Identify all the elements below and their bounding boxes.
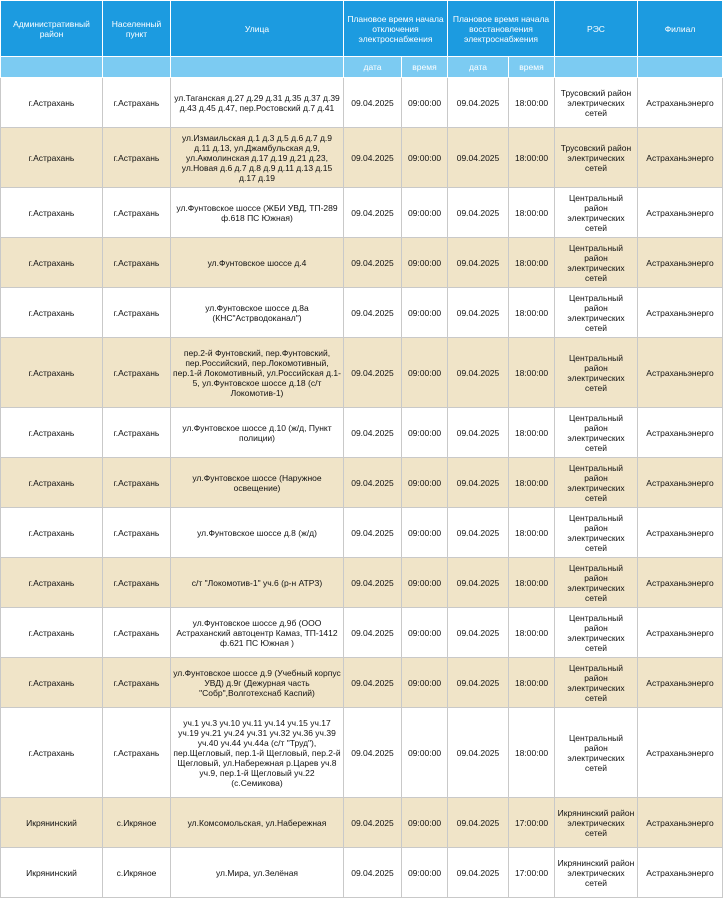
table-row — [1, 128, 723, 188]
table-row — [1, 408, 723, 458]
cell-settlement: г.Астрахань — [103, 608, 171, 658]
cell-off-date: 09.04.2025 — [344, 658, 402, 708]
cell-on-time: 18:00:00 — [509, 408, 555, 458]
cell-settlement: с.Икряное — [103, 848, 171, 898]
cell-off-date: 09.04.2025 — [344, 78, 402, 128]
cell-on-time: 18:00:00 — [509, 78, 555, 128]
cell-off-time: 09:00:00 — [402, 78, 448, 128]
cell-branch: Астраханьэнерго — [638, 188, 723, 238]
cell-street: ул.Фунтовское шоссе (ЖБИ УВД, ТП-289 ф.618 ПС Южная) — [171, 188, 344, 238]
subheader-off-time: время — [402, 57, 448, 78]
cell-res: Центральный район электрических сетей — [555, 188, 638, 238]
cell-off-time: 09:00:00 — [402, 188, 448, 238]
table-row — [1, 508, 723, 558]
cell-on-time: 18:00:00 — [509, 658, 555, 708]
cell-street: с/т "Локомотив-1" уч.6 (р-н АТРЗ) — [171, 558, 344, 608]
cell-on-time: 18:00:00 — [509, 508, 555, 558]
cell-district: Икрянинский — [1, 798, 103, 848]
cell-district: г.Астрахань — [1, 458, 103, 508]
cell-off-time: 09:00:00 — [402, 558, 448, 608]
cell-on-date: 09.04.2025 — [448, 78, 509, 128]
cell-settlement: г.Астрахань — [103, 238, 171, 288]
cell-settlement: г.Астрахань — [103, 708, 171, 798]
cell-off-date: 09.04.2025 — [344, 288, 402, 338]
cell-branch: Астраханьэнерго — [638, 78, 723, 128]
cell-on-date: 09.04.2025 — [448, 708, 509, 798]
cell-street: ул.Фунтовское шоссе д.10 (ж/д, Пункт полиции) — [171, 408, 344, 458]
cell-off-date: 09.04.2025 — [344, 608, 402, 658]
cell-street: ул.Измаильская д.1 д.3 д.5 д.6 д.7 д.9 д.11 д.13, ул.Джамбульская д.9, ул.Акмолинская д.17 д.19 д.21 д.23, ул.Новая д.6 д.7 д.8 д.9 д.11 д.13 д.15 д.17 д.19 — [171, 128, 344, 188]
cell-off-time: 09:00:00 — [402, 848, 448, 898]
cell-branch: Астраханьэнерго — [638, 458, 723, 508]
cell-on-date: 09.04.2025 — [448, 408, 509, 458]
subheader-empty — [1, 57, 103, 78]
cell-district: г.Астрахань — [1, 708, 103, 798]
cell-on-time: 17:00:00 — [509, 848, 555, 898]
table-row — [1, 238, 723, 288]
cell-on-time: 18:00:00 — [509, 288, 555, 338]
header-res: РЭС — [555, 1, 638, 57]
cell-res: Центральный район электрических сетей — [555, 458, 638, 508]
cell-on-time: 18:00:00 — [509, 238, 555, 288]
cell-on-date: 09.04.2025 — [448, 188, 509, 238]
cell-on-time: 17:00:00 — [509, 798, 555, 848]
cell-off-time: 09:00:00 — [402, 128, 448, 188]
cell-branch: Астраханьэнерго — [638, 238, 723, 288]
cell-settlement: г.Астрахань — [103, 188, 171, 238]
cell-branch: Астраханьэнерго — [638, 508, 723, 558]
table-row — [1, 658, 723, 708]
cell-branch: Астраханьэнерго — [638, 798, 723, 848]
cell-on-date: 09.04.2025 — [448, 458, 509, 508]
cell-res: Центральный район электрических сетей — [555, 508, 638, 558]
cell-street: пер.2-й Фунтовский, пер.Фунтовский, пер.Российский, пер.Локомотивный, пер.1-й Локомотивный, ул.Российская д.1-5, ул.Фунтовское шоссе д.18 (с/т Локомотив-1) — [171, 338, 344, 408]
cell-res: Центральный район электрических сетей — [555, 338, 638, 408]
cell-street: ул.Фунтовское шоссе д.9б (ООО Астраханский автоцентр Камаз, ТП-1412 ф.621 ПС Южная ) — [171, 608, 344, 658]
cell-on-time: 18:00:00 — [509, 338, 555, 408]
cell-settlement: г.Астрахань — [103, 508, 171, 558]
cell-on-time: 18:00:00 — [509, 458, 555, 508]
table-row — [1, 338, 723, 408]
cell-off-date: 09.04.2025 — [344, 238, 402, 288]
cell-settlement: г.Астрахань — [103, 458, 171, 508]
cell-settlement: с.Икряное — [103, 798, 171, 848]
cell-on-date: 09.04.2025 — [448, 798, 509, 848]
header-street: Улица — [171, 1, 344, 57]
cell-street: ул.Фунтовское шоссе д.4 — [171, 238, 344, 288]
cell-res: Трусовский район электрических сетей — [555, 78, 638, 128]
cell-res: Центральный район электрических сетей — [555, 608, 638, 658]
table-row — [1, 708, 723, 798]
cell-branch: Астраханьэнерго — [638, 338, 723, 408]
cell-res: Центральный район электрических сетей — [555, 238, 638, 288]
cell-district: г.Астрахань — [1, 78, 103, 128]
cell-on-time: 18:00:00 — [509, 708, 555, 798]
cell-on-date: 09.04.2025 — [448, 288, 509, 338]
cell-on-date: 09.04.2025 — [448, 238, 509, 288]
table-row — [1, 798, 723, 848]
subheader-empty — [638, 57, 723, 78]
header-settlement: Населенный пункт — [103, 1, 171, 57]
cell-off-date: 09.04.2025 — [344, 848, 402, 898]
cell-district: Икрянинский — [1, 848, 103, 898]
cell-off-date: 09.04.2025 — [344, 338, 402, 408]
cell-street: ул.Фунтовское шоссе д.9 (Учебный корпус УВД) д.9г (Дежурная часть "Собр",Волготехснаб Каспий) — [171, 658, 344, 708]
cell-res: Икрянинский район электрических сетей — [555, 798, 638, 848]
cell-branch: Астраханьэнерго — [638, 608, 723, 658]
cell-res: Центральный район электрических сетей — [555, 708, 638, 798]
cell-on-time: 18:00:00 — [509, 128, 555, 188]
table-row — [1, 288, 723, 338]
cell-off-time: 09:00:00 — [402, 508, 448, 558]
cell-branch: Астраханьэнерго — [638, 708, 723, 798]
cell-on-date: 09.04.2025 — [448, 338, 509, 408]
cell-off-time: 09:00:00 — [402, 458, 448, 508]
header-off-start: Плановое время начала отключения электроснабжения — [344, 1, 448, 57]
cell-off-date: 09.04.2025 — [344, 458, 402, 508]
cell-branch: Астраханьэнерго — [638, 408, 723, 458]
cell-off-time: 09:00:00 — [402, 408, 448, 458]
cell-district: г.Астрахань — [1, 508, 103, 558]
cell-off-date: 09.04.2025 — [344, 508, 402, 558]
cell-on-date: 09.04.2025 — [448, 558, 509, 608]
cell-res: Трусовский район электрических сетей — [555, 128, 638, 188]
cell-district: г.Астрахань — [1, 238, 103, 288]
cell-off-date: 09.04.2025 — [344, 188, 402, 238]
cell-street: ул.Фунтовское шоссе д.8а (КНС"Астрводоканал") — [171, 288, 344, 338]
cell-res: Центральный район электрических сетей — [555, 658, 638, 708]
cell-on-date: 09.04.2025 — [448, 848, 509, 898]
header-restore-start: Плановое время начала восстановления электроснабжения — [448, 1, 555, 57]
cell-branch: Астраханьэнерго — [638, 558, 723, 608]
cell-on-date: 09.04.2025 — [448, 128, 509, 188]
cell-branch: Астраханьэнерго — [638, 128, 723, 188]
cell-on-date: 09.04.2025 — [448, 658, 509, 708]
table-row — [1, 608, 723, 658]
cell-on-time: 18:00:00 — [509, 188, 555, 238]
cell-res: Центральный район электрических сетей — [555, 408, 638, 458]
cell-res: Центральный район электрических сетей — [555, 558, 638, 608]
cell-branch: Астраханьэнерго — [638, 658, 723, 708]
cell-settlement: г.Астрахань — [103, 288, 171, 338]
cell-off-time: 09:00:00 — [402, 798, 448, 848]
cell-on-date: 09.04.2025 — [448, 608, 509, 658]
cell-district: г.Астрахань — [1, 188, 103, 238]
cell-on-time: 18:00:00 — [509, 608, 555, 658]
cell-res: Икрянинский район электрических сетей — [555, 848, 638, 898]
table-row — [1, 558, 723, 608]
cell-settlement: г.Астрахань — [103, 338, 171, 408]
cell-branch: Астраханьэнерго — [638, 848, 723, 898]
cell-off-date: 09.04.2025 — [344, 558, 402, 608]
subheader-empty — [555, 57, 638, 78]
cell-district: г.Астрахань — [1, 558, 103, 608]
cell-off-time: 09:00:00 — [402, 338, 448, 408]
cell-settlement: г.Астрахань — [103, 128, 171, 188]
cell-district: г.Астрахань — [1, 608, 103, 658]
cell-off-date: 09.04.2025 — [344, 708, 402, 798]
cell-settlement: г.Астрахань — [103, 408, 171, 458]
cell-street: ул.Комсомольская, ул.Набережная — [171, 798, 344, 848]
cell-off-time: 09:00:00 — [402, 708, 448, 798]
subheader-empty — [103, 57, 171, 78]
cell-settlement: г.Астрахань — [103, 658, 171, 708]
cell-on-date: 09.04.2025 — [448, 508, 509, 558]
cell-street: уч.1 уч.3 уч.10 уч.11 уч.14 уч.15 уч.17 уч.19 уч.21 уч.24 уч.31 уч.32 уч.36 уч.39 уч.40 уч.44 уч.44а (с/т "Труд"), пер.Щегловый, пер.1-й Щегловый, пер.2-й Щегловый, ул.Набережная р.Царев уч.8 уч.9, пер.1-й Щегловый уч.22 (с.Семикова) — [171, 708, 344, 798]
cell-street: ул.Таганская д.27 д.29 д.31 д.35 д.37 д.39 д.43 д.45 д.47, пер.Ростовский д.7 д.41 — [171, 78, 344, 128]
cell-off-time: 09:00:00 — [402, 238, 448, 288]
cell-district: г.Астрахань — [1, 408, 103, 458]
cell-settlement: г.Астрахань — [103, 78, 171, 128]
subheader-on-time: время — [509, 57, 555, 78]
cell-street: ул.Фунтовское шоссе д.8 (ж/д) — [171, 508, 344, 558]
cell-off-date: 09.04.2025 — [344, 128, 402, 188]
table-row — [1, 458, 723, 508]
cell-off-time: 09:00:00 — [402, 658, 448, 708]
table-row — [1, 188, 723, 238]
cell-street: ул.Мира, ул.Зелёная — [171, 848, 344, 898]
subheader-off-date: дата — [344, 57, 402, 78]
cell-district: г.Астрахань — [1, 128, 103, 188]
cell-off-date: 09.04.2025 — [344, 408, 402, 458]
cell-on-time: 18:00:00 — [509, 558, 555, 608]
header-district: Административный район — [1, 1, 103, 57]
subheader-empty — [171, 57, 344, 78]
cell-off-time: 09:00:00 — [402, 288, 448, 338]
cell-district: г.Астрахань — [1, 338, 103, 408]
cell-branch: Астраханьэнерго — [638, 288, 723, 338]
cell-district: г.Астрахань — [1, 658, 103, 708]
cell-district: г.Астрахань — [1, 288, 103, 338]
cell-off-date: 09.04.2025 — [344, 798, 402, 848]
table-row — [1, 78, 723, 128]
table-row — [1, 848, 723, 898]
cell-street: ул.Фунтовское шоссе (Наружное освещение) — [171, 458, 344, 508]
cell-off-time: 09:00:00 — [402, 608, 448, 658]
header-branch: Филиал — [638, 1, 723, 57]
cell-res: Центральный район электрических сетей — [555, 288, 638, 338]
cell-settlement: г.Астрахань — [103, 558, 171, 608]
subheader-on-date: дата — [448, 57, 509, 78]
